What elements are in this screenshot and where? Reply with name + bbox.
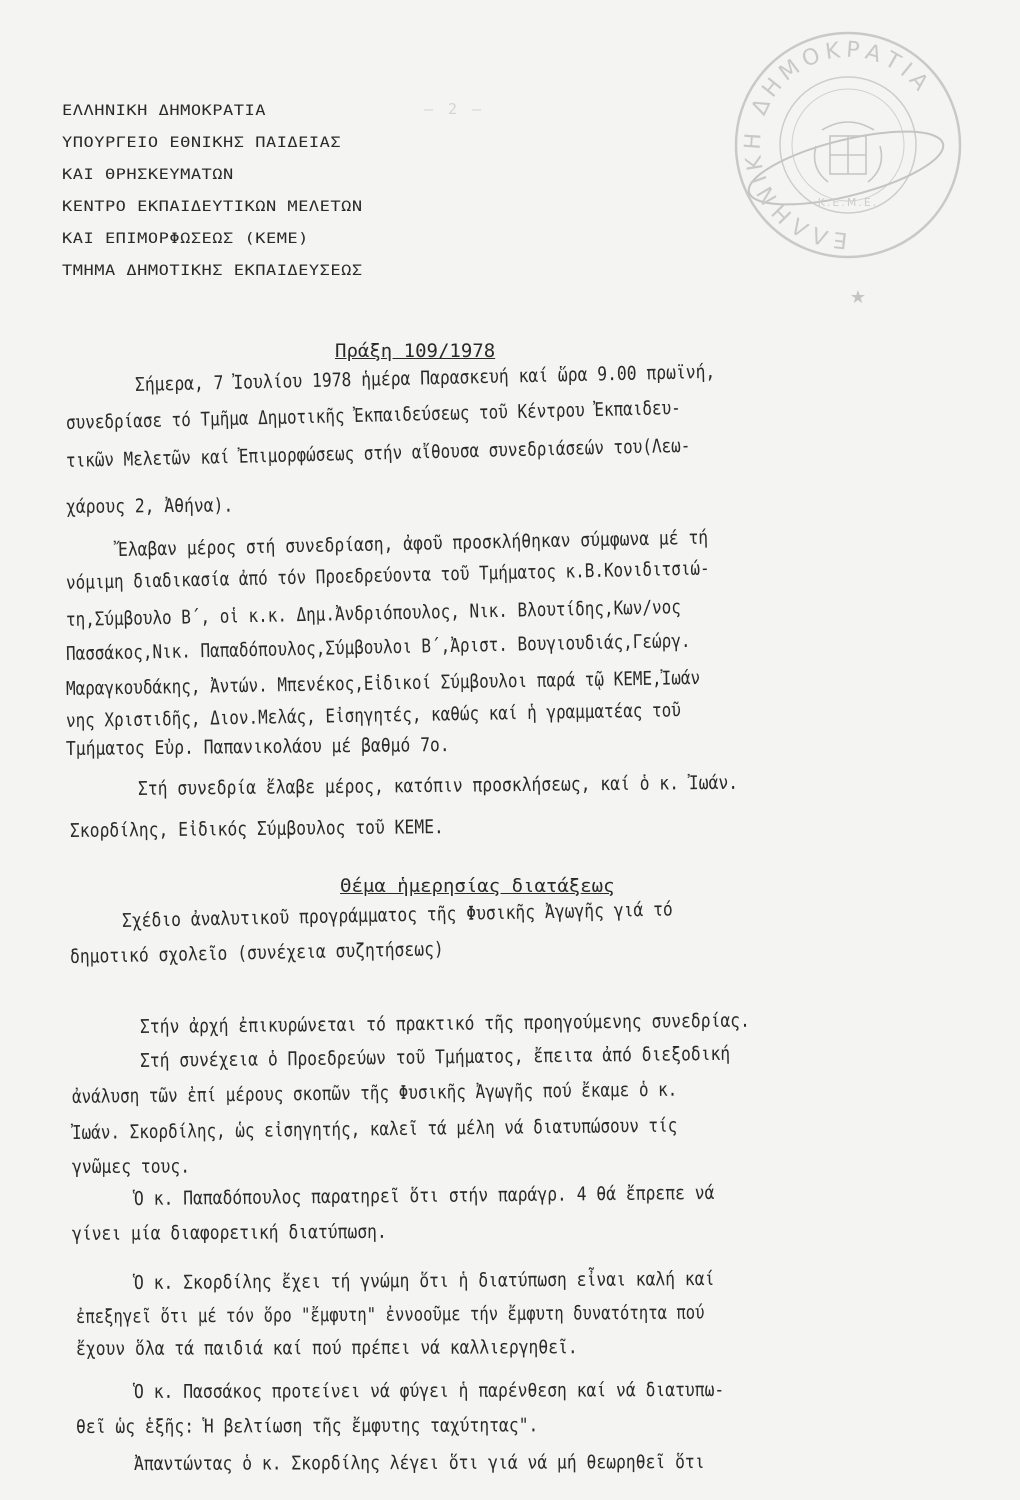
body-line: Μαραγκουδάκης, Ἀντών. Μπενέκος,Εἰδικοί Σύμβουλοι παρά τῷ ΚΕΜΕ,Ἰωάν	[65, 666, 701, 700]
body-line: ἐπεξηγεῖ ὅτι μέ τόν ὅρο "ἔμφυτη" ἐννοοῦμε τήν ἔμφυτη δυνατότητα πού	[75, 1301, 705, 1328]
body-line: ἀνάλυση τῶν ἐπί μέρους σκοπῶν τῆς Φυσικῆς Ἀγωγῆς πού ἔκαμε ὁ κ.	[71, 1078, 678, 1108]
letterhead	[62, 95, 363, 287]
body-line: Ἰωάν. Σκορδίλης, ὡς εἰσηγητής, καλεῖ τά μέλη νά διατυπώσουν τίς	[71, 1114, 678, 1144]
body-line: γνῶμες τους.	[71, 1155, 191, 1178]
body-line: χάρους 2, Ἀθήνα).	[65, 494, 234, 518]
body-line: ἔχουν ὅλα τά παιδιά καί πού πρέπει νά καλλιεργηθεῖ.	[75, 1336, 578, 1360]
body-line: γίνει μία διαφορετική διατύπωση.	[71, 1220, 387, 1245]
body-line: Ὁ κ. Σκορδίλης ἔχει τή γνώμη ὅτι ἡ διατύπωση εἶναι καλή καί	[133, 1267, 715, 1294]
body-line: συνεδρίασε τό Τμῆμα Δημοτικῆς Ἐκπαιδεύσεως τοῦ Κέντρου Ἐκπαιδευ-	[65, 396, 682, 434]
body-line: τικῶν Μελετῶν καί Ἐπιμορφώσεως στήν αἴθουσα συνεδριάσεών του(Λεω-	[65, 434, 691, 472]
body-line: Σχέδιο ἀναλυτικοῦ προγράμματος τῆς Φυσικῆς Ἀγωγῆς γιά τό	[121, 898, 674, 932]
seal-stamp-icon	[718, 18, 978, 308]
body-line: Ἔλαβαν μέρος στή συνεδρίαση, ἀφοῦ προσκλήθηκαν σύμφωνα μέ τή	[117, 526, 709, 561]
body-line: θεῖ ὡς ἑξῆς: Ἡ βελτίωση τῆς ἔμφυτης ταχύτητας".	[75, 1414, 539, 1438]
body-line: Στή συνέχεια ὁ Προεδρεύων τοῦ Τμήματος, ἔπειτα ἀπό διεξοδική	[139, 1042, 731, 1072]
header-line: ΚΑΙ ΕΠΙΜΟΡΦΩΣΕΩΣ (ΚΕΜΕ)	[62, 230, 309, 248]
svg-text:ΕΛΛΗΝΙΚΗ ΔΗΜΟΚΡΑΤΙΑ	[741, 38, 936, 253]
header-line: ΥΠΟΥΡΓΕΙΟ ΕΘΝΙΚΗΣ ΠΑΙΔΕΙΑΣ	[62, 134, 342, 152]
body-line: δημοτικό σχολεῖο (συνέχεια συζητήσεως)	[69, 938, 444, 968]
ghost-page-number: — 2 —	[424, 100, 485, 118]
seal-star-icon: ★	[849, 287, 867, 308]
body-line: Ἀπαντώντας ὁ κ. Σκορδίλης λέγει ὅτι γιά νά μή θεωρηθεῖ ὅτι	[133, 1451, 705, 1475]
body-line: Στήν ἀρχή ἐπικυρώνεται τό πρακτικό τῆς προηγούμενης συνεδρίας.	[139, 1009, 751, 1038]
body-line: Σήμερα, 7 Ἰουλίου 1978 ἡμέρα Παρασκευή καί ὥρα 9.00 πρωϊνή,	[134, 360, 716, 396]
body-line: Στή συνεδρία ἔλαβε μέρος, κατόπιν προσκλήσεως, καί ὁ κ. Ἰωάν.	[137, 771, 739, 800]
seal-inner-text: Κ.Ε.Μ.Ε.	[817, 196, 879, 209]
body-line: τη,Σύμβουλο Β΄, οἱ κ.κ. Δημ.Ἀνδριόπουλος, Νικ. Βλουτίδης,Κων/νος	[65, 596, 682, 631]
body-line: νης Χριστιδῆς, Διον.Μελάς, Εἰσηγητές, καθώς καί ἡ γραμματέας τοῦ	[65, 699, 682, 732]
seal-text: ΕΛΛΗΝΙΚΗ ΔΗΜΟΚΡΑΤΙΑ	[740, 37, 937, 253]
header-line: ΚΕΝΤΡΟ ΕΚΠΑΙΔΕΥΤΙΚΩΝ ΜΕΛΕΤΩΝ	[62, 198, 363, 216]
body-line: Τμήματος Εὐρ. Παπανικολάου μέ βαθμό 7ο.	[65, 733, 450, 760]
header-line: ΕΛΛΗΝΙΚΗ ΔΗΜΟΚΡΑΤΙΑ	[62, 102, 266, 120]
body-line: νόμιμη διαδικασία ἀπό τόν Προεδρεύοντα τοῦ Τμήματος κ.Β.Κονιδιτσιώ-	[65, 557, 710, 594]
section-title: Θέμα ἡμερησίας διατάξεως	[340, 875, 615, 897]
header-line: ΚΑΙ ΘΡΗΣΚΕΥΜΑΤΩΝ	[62, 166, 234, 184]
header-line: ΤΜΗΜΑ ΔΗΜΟΤΙΚΗΣ ΕΚΠΑΙΔΕΥΣΕΩΣ	[62, 262, 363, 280]
act-title: Πράξη 109/1978	[335, 340, 496, 362]
body-line: Πασσάκος,Νικ. Παπαδόπουλος,Σύμβουλοι Β΄,Ἀριστ. Βουγιουδιάς,Γεώργ.	[65, 629, 691, 665]
body-line: Ὁ κ. Παπαδόπουλος παρατηρεῖ ὅτι στήν παράγρ. 4 θά ἔπρεπε νά	[133, 1181, 715, 1210]
body-line: Σκορδίλης, Εἰδικός Σύμβουλος τοῦ ΚΕΜΕ.	[69, 816, 444, 842]
body-line: Ὁ κ. Πασσάκος προτείνει νά φύγει ἡ παρένθεση καί νά διατυπω-	[133, 1378, 725, 1403]
